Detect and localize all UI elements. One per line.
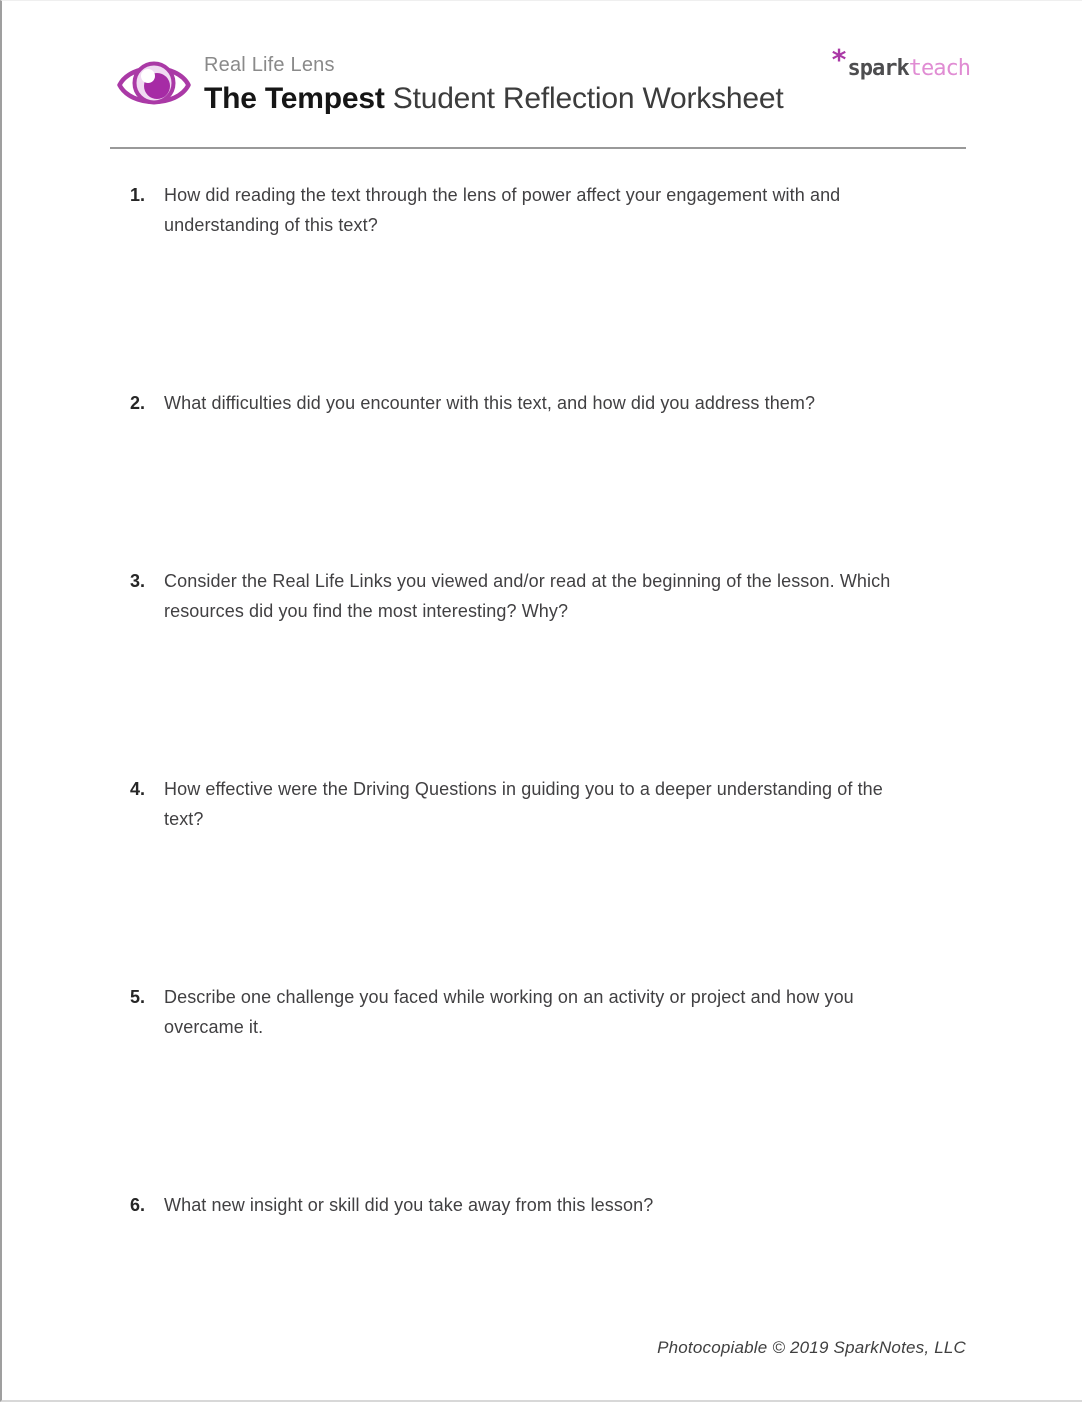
question-number: 4.	[130, 779, 146, 799]
logo-spark-text: spark	[847, 56, 909, 81]
footer-copyright: Photocopiable © 2019 SparkNotes, LLC	[657, 1338, 966, 1357]
question-text: How did reading the text through the lens of power affect your engagement with and understanding of this text?	[164, 185, 841, 235]
question-item-3	[130, 566, 966, 626]
question-item-1	[130, 180, 966, 240]
question-number: 6.	[130, 1195, 146, 1215]
question-text: What new insight or skill did you take away from this lesson?	[164, 1195, 654, 1215]
question-text: Consider the Real Life Links you viewed and/or read at the beginning of the lesson. Which resources did you find the most interesting? Why?	[164, 571, 891, 621]
question-number: 5.	[130, 987, 146, 1007]
question-number: 2.	[130, 393, 146, 413]
sparkteach-logo	[831, 43, 970, 81]
question-number: 3.	[130, 571, 146, 591]
question-list	[130, 180, 966, 1220]
question-item-4	[130, 774, 966, 834]
title-subtitle: Student Reflection Worksheet	[384, 82, 784, 115]
page-title	[204, 83, 784, 115]
question-item-2	[130, 388, 966, 418]
question-number: 1.	[130, 185, 146, 205]
header-text	[204, 54, 784, 115]
question-text: Describe one challenge you faced while working on an activity or project and how you overcame it.	[164, 987, 854, 1037]
header-divider	[110, 147, 966, 149]
title-book-name: The Tempest	[204, 82, 385, 115]
logo-teach-text: teach	[908, 56, 970, 81]
question-text: How effective were the Driving Questions in guiding you to a deeper understanding of the text?	[164, 779, 883, 829]
brand-label: Real Life Lens	[204, 54, 335, 76]
question-item-5	[130, 982, 966, 1042]
question-item-6	[130, 1190, 966, 1220]
eye-icon	[117, 57, 191, 113]
asterisk-icon: *	[830, 43, 847, 76]
question-text: What difficulties did you encounter with this text, and how did you address them?	[164, 393, 816, 413]
